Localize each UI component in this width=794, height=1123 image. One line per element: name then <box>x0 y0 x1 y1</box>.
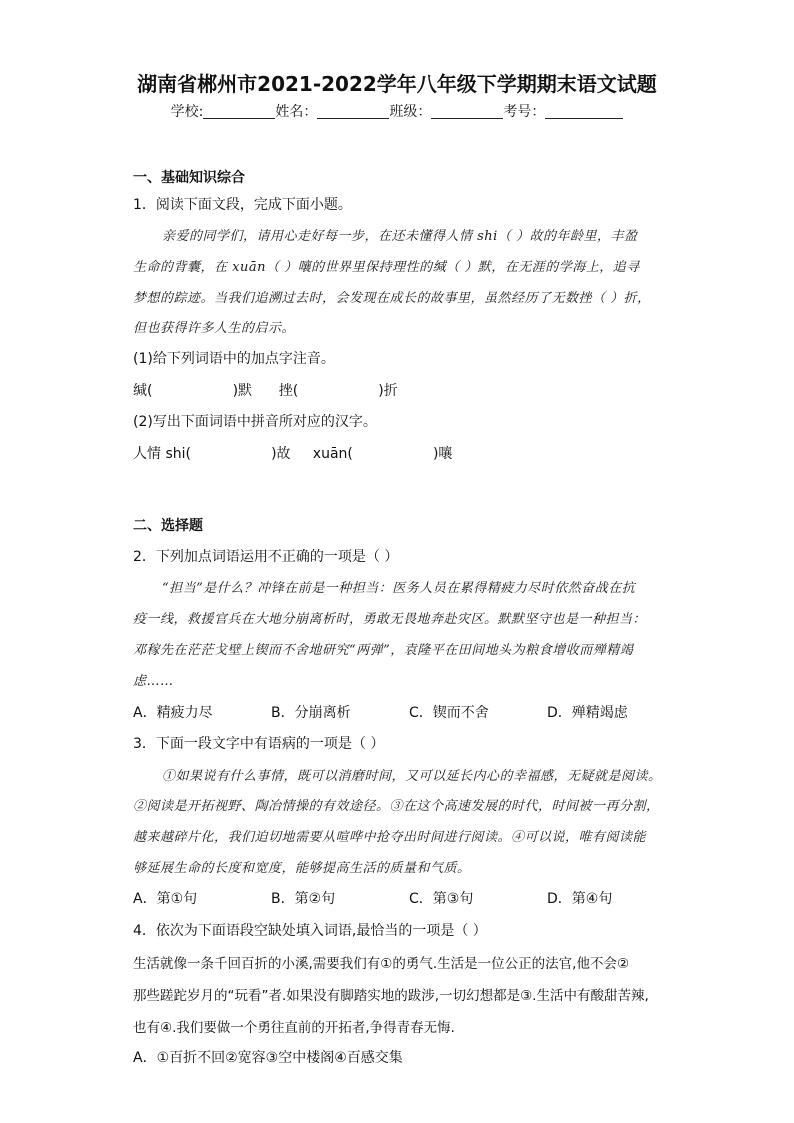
class-blank[interactable] <box>431 104 503 119</box>
option-c[interactable]: C．锲而不舍 <box>409 705 489 721</box>
page-title: 湖南省郴州市2021-2022学年八年级下学期期末语文试题 <box>137 72 657 96</box>
question-2-stem: 2．下列加点词语运用不正确的一项是（ ） <box>133 549 399 565</box>
passage-line: 梦想的踪迹。当我们追溯过去时，会发现在成长的故事里，虽然经历了无数挫（ ）折， <box>133 291 651 306</box>
id-label: 考号： <box>503 104 546 120</box>
option-a[interactable]: A．精疲力尽 <box>133 705 213 721</box>
passage-line: 生命的背囊，在 xuān（ ）嚷的世界里保持理性的缄（ ）默，在无涯的学海上，追寻 <box>133 260 640 275</box>
question-3-stem: 3．下面一段文字中有语病的一项是（ ） <box>133 736 385 752</box>
id-blank[interactable] <box>545 104 623 119</box>
name-label: 姓名： <box>275 104 318 120</box>
passage-line: 亲爱的同学们，请用心走好每一步，在还未懂得人情 shi（ ）故的年龄里，丰盈 <box>162 229 638 244</box>
passage-line: ①如果说有什么事情，既可以消磨时间，又可以延长内心的幸福感，无疑就是阅读。 <box>162 769 662 784</box>
option-b[interactable]: B．分崩离析 <box>271 705 351 721</box>
question-1-stem: 1．阅读下面文段，完成下面小题。 <box>133 197 352 213</box>
sub-question-2: (2)写出下面词语中拼音所对应的汉字。 <box>133 414 377 430</box>
passage-line: 越来越碎片化，我们迫切地需要从喧哗中抢夺出时间进行阅读。④可以说，唯有阅读能 <box>133 830 647 845</box>
option-a[interactable]: A．第①句 <box>133 891 198 907</box>
option-d[interactable]: D．第④句 <box>547 891 613 907</box>
option-c[interactable]: C．第③句 <box>409 891 474 907</box>
passage-line: 但也获得许多人生的启示。 <box>133 321 296 336</box>
passage-line: 也有④.我们要做一个勇往直前的开拓者,争得青春无悔. <box>133 1020 455 1036</box>
passage-line: 生活就像一条千回百折的小溪,需要我们有①的勇气.生活是一位公正的法官,他不会② <box>133 956 630 972</box>
passage-line: ②阅读是开拓视野、陶冶情操的有效途径。③在这个高速发展的时代，时间被一再分割， <box>133 799 660 814</box>
class-label: 班级： <box>389 104 432 120</box>
passage-line: 够延展生命的长度和宽度，能够提高生活的质量和气质。 <box>133 861 471 876</box>
pinyin-answer-line[interactable]: 缄( )默 挫( )折 <box>133 383 398 399</box>
passage-line: “担当”是什么？冲锋在前是一种担当：医务人员在累得精疲力尽时依然奋战在抗 <box>162 581 636 596</box>
option-d[interactable]: D．殚精竭虑 <box>547 705 628 721</box>
passage-line: 邓稼先在茫茫戈壁上锲而不舍地研究“两弹”，袁隆平在田间地头为粮食增收而殚精竭 <box>133 643 634 658</box>
passage-line: 虑…… <box>133 674 174 689</box>
name-blank[interactable] <box>317 104 389 119</box>
school-blank[interactable] <box>203 104 275 119</box>
sub-question-1: (1)给下列词语中的加点字注音。 <box>133 351 335 367</box>
hanzi-answer-line[interactable]: 人情 shi( )故 xuān( )嚷 <box>133 446 453 462</box>
student-info-line <box>0 101 794 121</box>
section-heading-1: 一、基础知识综合 <box>133 170 245 186</box>
passage-line: 那些蹉跎岁月的“玩看”者.如果没有脚踏实地的跋涉,一切幻想都是③.生活中有酸甜苦辣, <box>133 988 649 1004</box>
option-a[interactable]: A．①百折不回②宽容③空中楼阁④百感交集 <box>133 1050 403 1066</box>
question-4-stem: 4．依次为下面语段空缺处填入词语,最恰当的一项是（ ） <box>133 923 487 939</box>
passage-line: 疫一线，救援官兵在大地分崩离析时，勇敢无畏地奔赴灾区。默默坚守也是一种担当： <box>133 612 647 627</box>
option-b[interactable]: B．第②句 <box>271 891 336 907</box>
school-label: 学校: <box>170 104 204 120</box>
section-heading-2: 二、选择题 <box>133 518 203 534</box>
